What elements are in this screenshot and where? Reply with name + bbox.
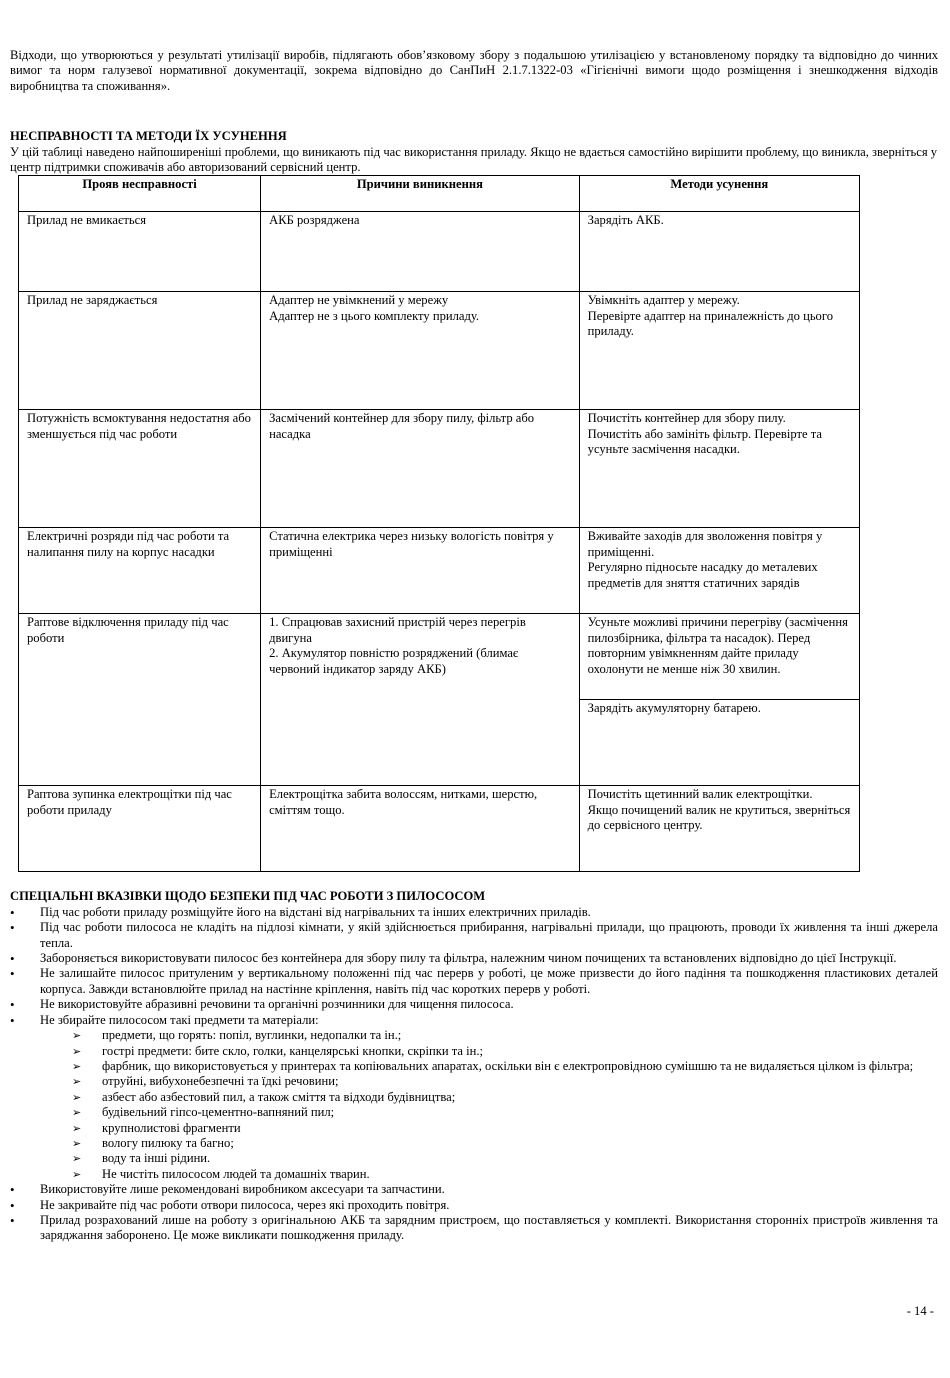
symptom-cell: Раптова зупинка електрощітки під час роботи приладу (19, 786, 261, 872)
table-row (19, 292, 860, 410)
table-row (19, 212, 860, 292)
table-row (19, 528, 860, 614)
fix-cell: Зарядіть акумуляторну батарею. (579, 700, 859, 786)
list-item: • Прилад розрахований лише на роботу з оригінальною АКБ та зарядним пристроєм, що поставляється у комплекті. Використання сторонніх пристроїв живлення та заряджання заборонено. Це може викликати пошкодження приладу. (10, 1213, 938, 1244)
list-item: ➢ предмети, що горять: попіл, вуглинки, недопалки та ін.; (72, 1028, 938, 1043)
fix-cell: Вживайте заходів для зволоження повітря у приміщенні. Регулярно підносьте насадку до металевих предметів для зняття статичних зарядів (579, 528, 859, 614)
fix-cell: Почистіть щетинний валик електрощітки. Якщо почищений валик не крутиться, зверніться до сервісного центру. (579, 786, 859, 872)
symptom-cell: Раптове відключення приладу під час роботи (19, 614, 261, 786)
cause-cell: Засмічений контейнер для збору пилу, фільтр або насадка (261, 410, 580, 528)
list-item: ➢ будівельний гіпсо-цементно-вапняний пил; (72, 1105, 938, 1120)
column-header: Причини виникнення (261, 176, 580, 212)
safety-list-continued (10, 1182, 938, 1244)
list-item: • Забороняється використовувати пилосос без контейнера для збору пилу та фільтра, належним чином почищених та встановлених відповідно до цієї Інструкції. (10, 951, 938, 966)
document-page (10, 48, 938, 1244)
intro-paragraph: Відходи, що утворюються у результаті утилізації виробів, підлягають обов’язковому збору з подальшою утилізацією у встановленому порядку та відповідно до чинних вимог та норм галузевої нормативної документації, зокрема відповідно до СанПиН 2.1.7.1322-03 «Гігієнічні вимоги щодо розміщення і знешкодження відходів виробництва та споживання». (10, 48, 938, 93)
symptom-cell: Електричні розряди під час роботи та налипання пилу на корпус насадки (19, 528, 261, 614)
list-item: • Не використовуйте абразивні речовини та органічні розчинники для чищення пилососа. (10, 997, 938, 1012)
safety-list (10, 905, 938, 1028)
list-item-text: Не збирайте пилососом такі предмети та матеріали: (40, 1012, 319, 1027)
troubleshooting-table (18, 175, 860, 872)
list-item: ➢ Не чистіть пилососом людей та домашніх тварин. (72, 1167, 938, 1182)
symptom-cell: Прилад не заряджається (19, 292, 261, 410)
list-item: ➢ вологу пилюку та багно; (72, 1136, 938, 1151)
list-item: ➢ отруйні, вибухонебезпечні та їдкі речовини; (72, 1074, 938, 1089)
safety-section (10, 889, 938, 1243)
list-item: ➢ азбест або азбестовий пил, а також сміття та відходи будівництва; (72, 1090, 938, 1105)
symptom-cell: Потужність всмоктування недостатня або зменшується під час роботи (19, 410, 261, 528)
list-item (10, 1013, 938, 1028)
symptom-cell: Прилад не вмикається (19, 212, 261, 292)
column-header: Прояв несправності (19, 176, 261, 212)
materials-list (10, 1028, 938, 1182)
page-number: - 14 - (906, 1304, 934, 1318)
cause-cell: Статична електрика через низьку вологість повітря у приміщенні (261, 528, 580, 614)
list-item: • Під час роботи приладу розміщуйте його на відстані від нагрівальних та інших електричних приладів. (10, 905, 938, 920)
cause-cell: 1. Спрацював захисний пристрій через перегрів двигуна 2. Акумулятор повністю розряджений (блимає червоний індикатор заряду АКБ) (261, 614, 580, 786)
cause-cell: Адаптер не увімкнений у мережу Адаптер не з цього комплекту приладу. (261, 292, 580, 410)
list-item: • Під час роботи пилососа не кладіть на підлозі кімнати, у якій здійснюється прибирання, нагрівальні прилади, що працюють, проводи їх живлення та інші джерела тепла. (10, 920, 938, 951)
list-item: ➢ крупнолистові фрагменти (72, 1121, 938, 1136)
table-row (19, 786, 860, 872)
fix-cell: Усуньте можливі причини перегріву (засмічення пилозбірника, фільтра та насадок). Перед повторним увімкненням дайте приладу охолонути не менше ніж 30 хвилин. (579, 614, 859, 700)
table-header-row (19, 176, 860, 212)
list-item: • Використовуйте лише рекомендовані виробником аксесуари та запчастини. (10, 1182, 938, 1197)
column-header: Методи усунення (579, 176, 859, 212)
list-item: ➢ гострі предмети: бите скло, голки, канцелярські кнопки, скріпки та ін.; (72, 1044, 938, 1059)
cause-cell: Електрощітка забита волоссям, нитками, шерстю, сміттям тощо. (261, 786, 580, 872)
list-item: ➢ фарбник, що використовується у принтерах та копіювальних апаратах, оскільки він є електропровідною сумішшю та не видаляється цілком із фільтра; (72, 1059, 938, 1074)
list-item: • Не закривайте під час роботи отвори пилососа, через які проходить повітря. (10, 1198, 938, 1213)
table-row (19, 614, 860, 700)
list-item: ➢ воду та інші рідини. (72, 1151, 938, 1166)
fix-cell: Почистіть контейнер для збору пилу. Почистіть або замініть фільтр. Перевірте та усуньте засмічення насадки. (579, 410, 859, 528)
list-item: • Не залишайте пилосос притуленим у вертикальному положенні під час перерв у роботі, це може призвести до його падіння та пошкодження пластикових деталей корпуса. Завжди встановлюйте прилад на настінне кріплення, навіть під час коротких перерв у роботі. (10, 966, 938, 997)
troubleshooting-title: НЕСПРАВНОСТІ ТА МЕТОДИ ЇХ УСУНЕННЯ (10, 129, 287, 144)
safety-title: СПЕЦІАЛЬНІ ВКАЗІВКИ ЩОДО БЕЗПЕКИ ПІД ЧАС РОБОТИ З ПИЛОСОСОМ (10, 889, 486, 904)
fix-cell: Зарядіть АКБ. (579, 212, 859, 292)
table-row (19, 410, 860, 528)
troubleshooting-description: У цій таблиці наведено найпоширеніші проблеми, що виникають під час використання приладу. Якщо не вдається самостійно вирішити проблему, що виникла, зверніться у центр підтримки споживачів або авторизований сервісний центр. (10, 144, 938, 175)
cause-cell: АКБ розряджена (261, 212, 580, 292)
fix-cell: Увімкніть адаптер у мережу. Перевірте адаптер на приналежність до цього приладу. (579, 292, 859, 410)
troubleshooting-section (10, 129, 938, 872)
